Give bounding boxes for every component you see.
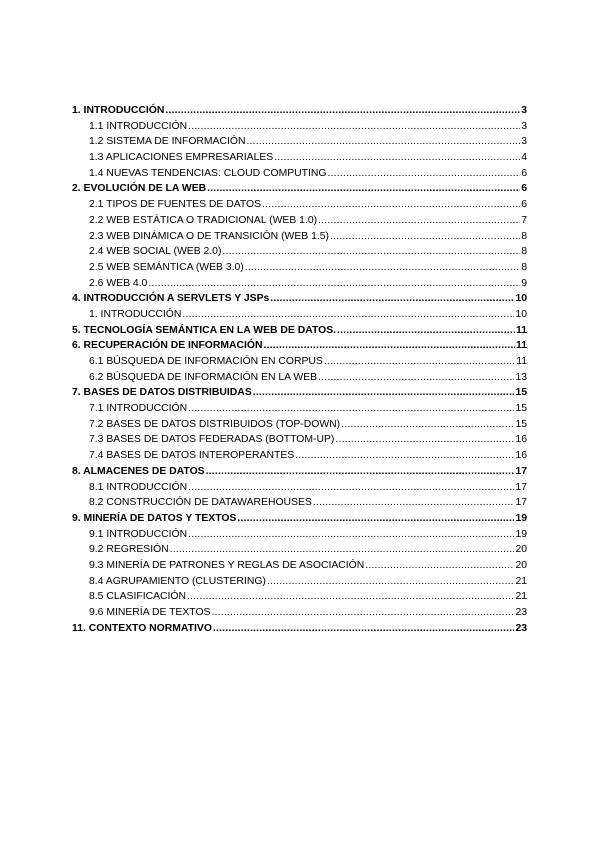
toc-subsection-entry[interactable] <box>72 527 527 543</box>
toc-subsection-entry[interactable] <box>72 134 527 150</box>
toc-entry-title: 7. BASES DE DATOS DISTRIBUIDAS <box>72 387 252 399</box>
toc-subsection-entry[interactable] <box>72 119 527 135</box>
toc-subsection-entry[interactable] <box>72 244 527 260</box>
toc-entry-page-number: 3 <box>521 120 527 132</box>
toc-entry-title: 1.1 INTRODUCCIÓN <box>89 120 188 132</box>
toc-entry-title: 2.6 WEB 4.0 <box>89 277 148 289</box>
toc-entry-title: 7.1 INTRODUCCIÓN <box>89 403 188 415</box>
toc-entry-page-number: 11 <box>516 340 527 352</box>
toc-entry-page-number: 4 <box>521 152 527 164</box>
toc-dot-leader <box>188 401 514 417</box>
toc-entry-page-number: 19 <box>515 512 527 524</box>
toc-section-entry[interactable] <box>72 464 527 480</box>
toc-entry-page-number: 6 <box>521 199 527 211</box>
toc-entry-page-number: 11 <box>516 324 527 336</box>
toc-dot-leader <box>165 103 520 119</box>
toc-dot-leader <box>245 260 520 276</box>
toc-entry-page-number: 21 <box>515 575 527 587</box>
toc-entry-title: 2.3 WEB DINÁMICA O DE TRANSICIÓN (WEB 1.5) <box>89 230 329 242</box>
toc-subsection-entry[interactable] <box>72 401 527 417</box>
toc-dot-leader <box>206 464 515 480</box>
toc-entry-title: 9.1 INTRODUCCIÓN <box>89 528 188 540</box>
toc-dot-leader <box>148 276 520 292</box>
toc-entry-page-number: 15 <box>515 403 527 415</box>
toc-subsection-entry[interactable] <box>72 605 527 621</box>
toc-section-entry[interactable] <box>72 291 527 307</box>
toc-dot-leader <box>318 213 520 229</box>
toc-entry-title: 9.3 MINERÍA DE PATRONES Y REGLAS DE ASOCIACIÓN <box>89 559 365 571</box>
toc-dot-leader <box>324 354 515 370</box>
table-of-contents <box>72 103 527 636</box>
toc-dot-leader <box>330 229 520 245</box>
toc-entry-title: 7.3 BASES DE DATOS FEDERADAS (BOTTOM-UP) <box>89 434 335 446</box>
toc-entry-title: 1.2 SISTEMA DE INFORMACIÓN <box>89 136 246 148</box>
toc-subsection-entry[interactable] <box>72 197 527 213</box>
toc-entry-page-number: 16 <box>515 434 527 446</box>
toc-subsection-entry[interactable] <box>72 229 527 245</box>
toc-dot-leader <box>213 621 515 637</box>
toc-entry-page-number: 11 <box>516 356 527 367</box>
toc-entry-title: 1.3 APLICACIONES EMPRESARIALES <box>89 152 274 164</box>
toc-entry-page-number: 17 <box>515 497 527 509</box>
toc-dot-leader <box>188 480 514 496</box>
toc-subsection-entry[interactable] <box>72 480 527 496</box>
toc-subsection-entry[interactable] <box>72 260 527 276</box>
toc-section-entry[interactable] <box>72 338 527 354</box>
toc-entry-title: 1.4 NUEVAS TENDENCIAS: CLOUD COMPUTING <box>89 167 327 179</box>
toc-entry-title: 2.1 TIPOS DE FUENTES DE DATOS <box>89 199 262 211</box>
toc-section-entry[interactable] <box>72 323 527 339</box>
toc-subsection-entry[interactable] <box>72 307 527 323</box>
toc-entry-page-number: 21 <box>515 591 527 603</box>
toc-dot-leader <box>246 134 520 150</box>
toc-entry-page-number: 9 <box>521 277 527 289</box>
toc-entry-title: 8.5 CLASIFICACIÓN <box>89 591 187 603</box>
toc-entry-page-number: 8 <box>521 261 527 273</box>
toc-subsection-entry[interactable] <box>72 574 527 590</box>
toc-entry-page-number: 3 <box>521 105 527 116</box>
toc-entry-title: 1. INTRODUCCIÓN <box>72 105 165 116</box>
toc-dot-leader <box>267 574 515 590</box>
toc-entry-page-number: 20 <box>515 544 527 556</box>
toc-entry-title: 7.2 BASES DE DATOS DISTRIBUIDOS (TOP-DOWN) <box>89 418 341 430</box>
toc-subsection-entry[interactable] <box>72 166 527 182</box>
toc-entry-page-number: 6 <box>521 183 527 195</box>
toc-subsection-entry[interactable] <box>72 370 527 386</box>
toc-entry-title: 6. RECUPERACIÓN DE INFORMACIÓN <box>72 340 263 352</box>
toc-entry-page-number: 19 <box>515 528 527 540</box>
toc-section-entry[interactable] <box>72 511 527 527</box>
toc-dot-leader <box>211 605 514 621</box>
toc-entry-title: 2.2 WEB ESTÁTICA O TRADICIONAL (WEB 1.0) <box>89 214 318 226</box>
toc-dot-leader <box>295 448 514 464</box>
toc-entry-title: 6.2 BÚSQUEDA DE INFORMACIÓN EN LA WEB <box>89 371 318 383</box>
toc-dot-leader <box>262 197 520 213</box>
toc-entry-page-number: 15 <box>515 387 527 399</box>
toc-entry-page-number: 8 <box>521 230 527 242</box>
toc-dot-leader <box>365 558 514 574</box>
toc-entry-page-number: 17 <box>515 481 527 493</box>
toc-entry-title: 8.4 AGRUPAMIENTO (CLUSTERING) <box>89 575 266 587</box>
toc-subsection-entry[interactable] <box>72 542 527 558</box>
toc-entry-title: 2.4 WEB SOCIAL (WEB 2.0) <box>89 246 222 258</box>
toc-entry-page-number: 10 <box>515 308 527 320</box>
toc-entry-page-number: 8 <box>521 246 527 258</box>
toc-dot-leader <box>341 417 514 433</box>
toc-entry-page-number: 15 <box>515 418 527 430</box>
toc-entry-title: 8.1 INTRODUCCIÓN <box>89 481 188 493</box>
toc-subsection-entry[interactable] <box>72 589 527 605</box>
toc-entry-page-number: 20 <box>515 559 527 571</box>
toc-dot-leader <box>328 166 521 182</box>
toc-entry-title: 9.2 REGRESIÓN <box>89 544 169 556</box>
toc-entry-title: 8. ALMACENES DE DATOS <box>72 465 205 477</box>
toc-section-entry[interactable] <box>72 385 527 401</box>
toc-section-entry[interactable] <box>72 103 527 119</box>
toc-entry-title: 9.6 MINERÍA DE TEXTOS <box>89 607 211 618</box>
toc-section-entry[interactable] <box>72 181 527 197</box>
toc-dot-leader <box>182 307 514 323</box>
toc-entry-title: 8.2 CONSTRUCCIÓN DE DATAWAREHOUSES <box>89 497 312 509</box>
toc-dot-leader <box>264 338 516 354</box>
toc-entry-page-number: 13 <box>515 371 527 383</box>
toc-section-entry[interactable] <box>72 621 527 637</box>
toc-entry-page-number: 7 <box>521 214 527 226</box>
toc-entry-title: 1. INTRODUCCIÓN <box>89 308 182 320</box>
toc-dot-leader <box>335 432 514 448</box>
toc-subsection-entry[interactable] <box>72 558 527 574</box>
toc-entry-page-number: 23 <box>515 622 527 634</box>
toc-entry-page-number: 17 <box>515 465 527 477</box>
toc-entry-title: 2. EVOLUCIÓN DE LA WEB <box>72 183 207 195</box>
toc-subsection-entry[interactable] <box>72 495 527 511</box>
toc-entry-page-number: 16 <box>515 450 527 462</box>
toc-dot-leader <box>207 181 520 197</box>
toc-dot-leader <box>253 385 515 401</box>
toc-dot-leader <box>270 291 514 307</box>
toc-subsection-entry[interactable] <box>72 150 527 166</box>
toc-subsection-entry[interactable] <box>72 448 527 464</box>
toc-entry-page-number: 3 <box>521 136 527 148</box>
toc-dot-leader <box>237 511 514 527</box>
toc-subsection-entry[interactable] <box>72 354 527 370</box>
toc-entry-page-number: 23 <box>515 607 527 618</box>
toc-dot-leader <box>188 119 520 135</box>
toc-dot-leader <box>187 589 514 605</box>
toc-dot-leader <box>170 542 515 558</box>
toc-entry-title: 9. MINERÍA DE DATOS Y TEXTOS <box>72 512 237 524</box>
toc-entry-title: 5. TECNOLOGÍA SEMÁNTICA EN LA WEB DE DATOS. <box>72 324 337 336</box>
toc-entry-title: 7.4 BASES DE DATOS INTEROPERANTES <box>89 450 295 462</box>
toc-entry-title: 11. CONTEXTO NORMATIVO <box>72 622 212 634</box>
toc-subsection-entry[interactable] <box>72 276 527 292</box>
toc-dot-leader <box>313 495 515 511</box>
toc-dot-leader <box>274 150 520 166</box>
toc-dot-leader <box>337 323 515 339</box>
toc-entry-title: 2.5 WEB SEMÁNTICA (WEB 3.0) <box>89 261 244 273</box>
toc-subsection-entry[interactable] <box>72 213 527 229</box>
toc-entry-title: 4. INTRODUCCIÓN A SERVLETS Y JSPs <box>72 293 270 305</box>
toc-entry-title: 6.1 BÚSQUEDA DE INFORMACIÓN EN CORPUS <box>89 356 323 367</box>
toc-subsection-entry[interactable] <box>72 432 527 448</box>
toc-dot-leader <box>318 370 514 386</box>
toc-entry-page-number: 6 <box>521 167 527 179</box>
toc-dot-leader <box>188 527 514 543</box>
toc-entry-page-number: 10 <box>515 293 527 305</box>
toc-subsection-entry[interactable] <box>72 417 527 433</box>
toc-dot-leader <box>222 244 520 260</box>
